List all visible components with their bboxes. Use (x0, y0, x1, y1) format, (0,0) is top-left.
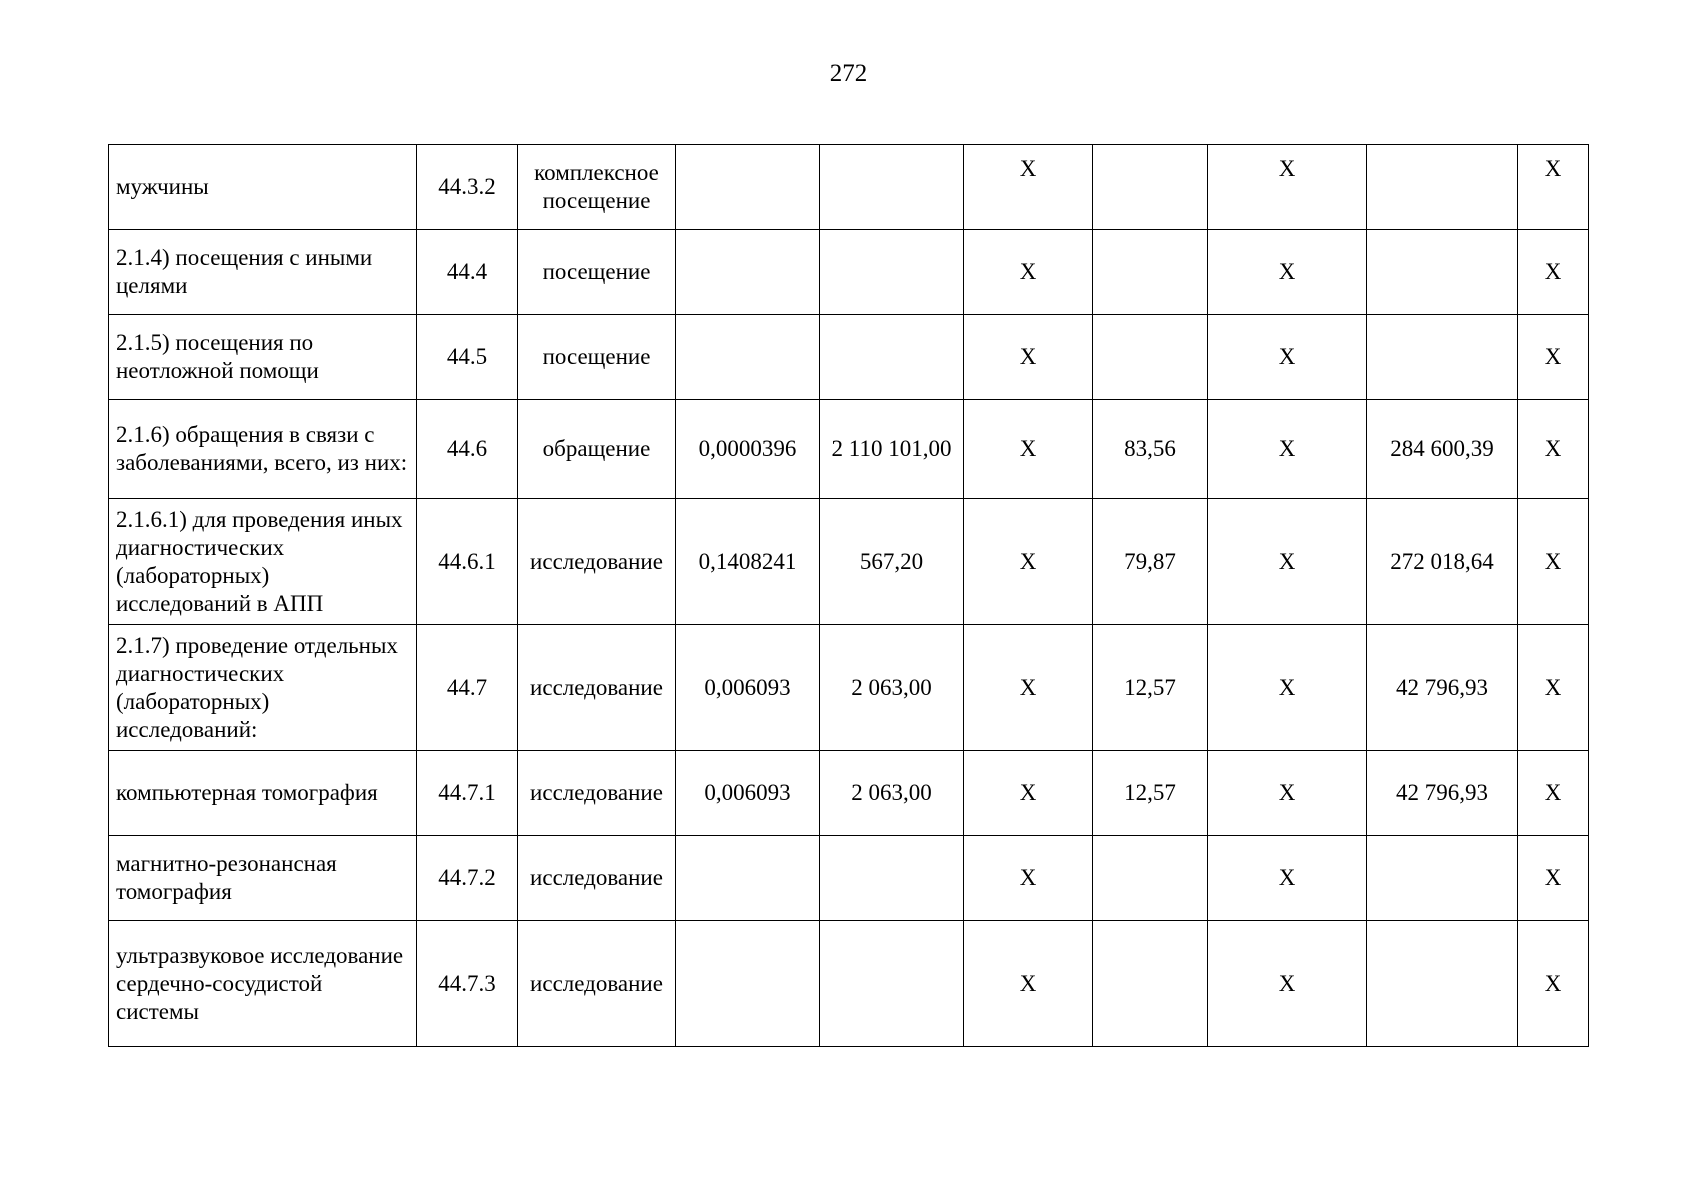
table-row (109, 751, 1589, 836)
row-value-2-cell (820, 921, 964, 1047)
row-code-cell: 44.4 (417, 230, 518, 315)
row-code-cell: 44.6 (417, 400, 518, 499)
row-value-4-cell: 272 018,64 (1367, 499, 1518, 625)
row-x-mark-2-cell: X (1208, 921, 1367, 1047)
row-unit-cell: посещение (518, 315, 676, 400)
page-number: 272 (829, 60, 868, 87)
row-value-4-cell: 284 600,39 (1367, 400, 1518, 499)
row-value-2-cell (820, 315, 964, 400)
row-code-cell: 44.7.2 (417, 836, 518, 921)
row-x-mark-1-cell: X (964, 499, 1093, 625)
row-x-mark-2-cell: X (1208, 836, 1367, 921)
row-name-cell: 2.1.5) посещения по неотложной помощи (109, 315, 417, 400)
row-unit-cell: обращение (518, 400, 676, 499)
row-value-3-cell (1093, 921, 1208, 1047)
row-value-1-cell (676, 921, 820, 1047)
row-value-4-cell: 42 796,93 (1367, 625, 1518, 751)
row-x-mark-2-cell: X (1208, 145, 1367, 230)
row-value-3-cell: 12,57 (1093, 751, 1208, 836)
row-value-1-cell: 0,1408241 (676, 499, 820, 625)
row-x-mark-2-cell: X (1208, 751, 1367, 836)
row-x-mark-2-cell: X (1208, 625, 1367, 751)
row-code-cell: 44.5 (417, 315, 518, 400)
row-unit-cell: исследование (518, 836, 676, 921)
row-x-mark-3-cell: X (1518, 230, 1589, 315)
row-value-4-cell (1367, 145, 1518, 230)
data-table (108, 144, 1589, 1047)
row-value-1-cell: 0,0000396 (676, 400, 820, 499)
row-value-1-cell (676, 145, 820, 230)
row-unit-cell: исследование (518, 921, 676, 1047)
row-value-3-cell (1093, 315, 1208, 400)
table-body (109, 145, 1589, 1047)
table-row (109, 625, 1589, 751)
row-x-mark-1-cell: X (964, 751, 1093, 836)
row-x-mark-1-cell: X (964, 836, 1093, 921)
row-name-cell: 2.1.7) проведение отдельных диагностических (лабораторных) исследований: (109, 625, 417, 751)
row-value-1-cell: 0,006093 (676, 751, 820, 836)
row-x-mark-2-cell: X (1208, 400, 1367, 499)
row-x-mark-1-cell: X (964, 315, 1093, 400)
row-value-2-cell (820, 230, 964, 315)
row-value-4-cell (1367, 230, 1518, 315)
row-x-mark-3-cell: X (1518, 400, 1589, 499)
table-row (109, 921, 1589, 1047)
row-name-cell: 2.1.6) обращения в связи с заболеваниями, всего, из них: (109, 400, 417, 499)
row-name-cell: 2.1.6.1) для проведения иных диагностических (лабораторных) исследований в АПП (109, 499, 417, 625)
row-name-cell: мужчины (109, 145, 417, 230)
table-row (109, 400, 1589, 499)
row-value-2-cell (820, 836, 964, 921)
row-unit-cell: посещение (518, 230, 676, 315)
row-value-2-cell: 2 063,00 (820, 751, 964, 836)
row-x-mark-1-cell: X (964, 921, 1093, 1047)
row-x-mark-1-cell: X (964, 230, 1093, 315)
row-unit-cell: исследование (518, 625, 676, 751)
row-value-3-cell: 12,57 (1093, 625, 1208, 751)
row-value-4-cell (1367, 836, 1518, 921)
table-row (109, 315, 1589, 400)
row-value-4-cell: 42 796,93 (1367, 751, 1518, 836)
row-x-mark-1-cell: X (964, 400, 1093, 499)
row-value-3-cell (1093, 836, 1208, 921)
row-value-4-cell (1367, 315, 1518, 400)
row-value-2-cell: 2 063,00 (820, 625, 964, 751)
row-unit-cell: комплексное посещение (518, 145, 676, 230)
row-value-4-cell (1367, 921, 1518, 1047)
row-value-2-cell: 2 110 101,00 (820, 400, 964, 499)
row-x-mark-3-cell: X (1518, 921, 1589, 1047)
row-name-cell: компьютерная томография (109, 751, 417, 836)
table-row (109, 230, 1589, 315)
row-name-cell: 2.1.4) посещения с иными целями (109, 230, 417, 315)
row-code-cell: 44.3.2 (417, 145, 518, 230)
row-code-cell: 44.7.3 (417, 921, 518, 1047)
row-value-1-cell: 0,006093 (676, 625, 820, 751)
row-code-cell: 44.7 (417, 625, 518, 751)
row-x-mark-3-cell: X (1518, 836, 1589, 921)
row-x-mark-3-cell: X (1518, 625, 1589, 751)
row-x-mark-2-cell: X (1208, 315, 1367, 400)
row-value-1-cell (676, 315, 820, 400)
row-value-1-cell (676, 230, 820, 315)
row-value-3-cell: 79,87 (1093, 499, 1208, 625)
row-x-mark-1-cell: X (964, 625, 1093, 751)
row-code-cell: 44.7.1 (417, 751, 518, 836)
row-x-mark-3-cell: X (1518, 145, 1589, 230)
row-x-mark-2-cell: X (1208, 499, 1367, 625)
row-x-mark-3-cell: X (1518, 751, 1589, 836)
row-unit-cell: исследование (518, 751, 676, 836)
row-value-2-cell: 567,20 (820, 499, 964, 625)
row-code-cell: 44.6.1 (417, 499, 518, 625)
row-name-cell: ультразвуковое исследование сердечно-сосудистой системы (109, 921, 417, 1047)
table-row (109, 836, 1589, 921)
table-row (109, 499, 1589, 625)
row-x-mark-3-cell: X (1518, 499, 1589, 625)
row-x-mark-1-cell: X (964, 145, 1093, 230)
table-row (109, 145, 1589, 230)
row-unit-cell: исследование (518, 499, 676, 625)
row-value-2-cell (820, 145, 964, 230)
row-value-3-cell: 83,56 (1093, 400, 1208, 499)
row-x-mark-3-cell: X (1518, 315, 1589, 400)
row-value-3-cell (1093, 230, 1208, 315)
row-value-3-cell (1093, 145, 1208, 230)
row-name-cell: магнитно-резонансная томография (109, 836, 417, 921)
row-x-mark-2-cell: X (1208, 230, 1367, 315)
row-value-1-cell (676, 836, 820, 921)
